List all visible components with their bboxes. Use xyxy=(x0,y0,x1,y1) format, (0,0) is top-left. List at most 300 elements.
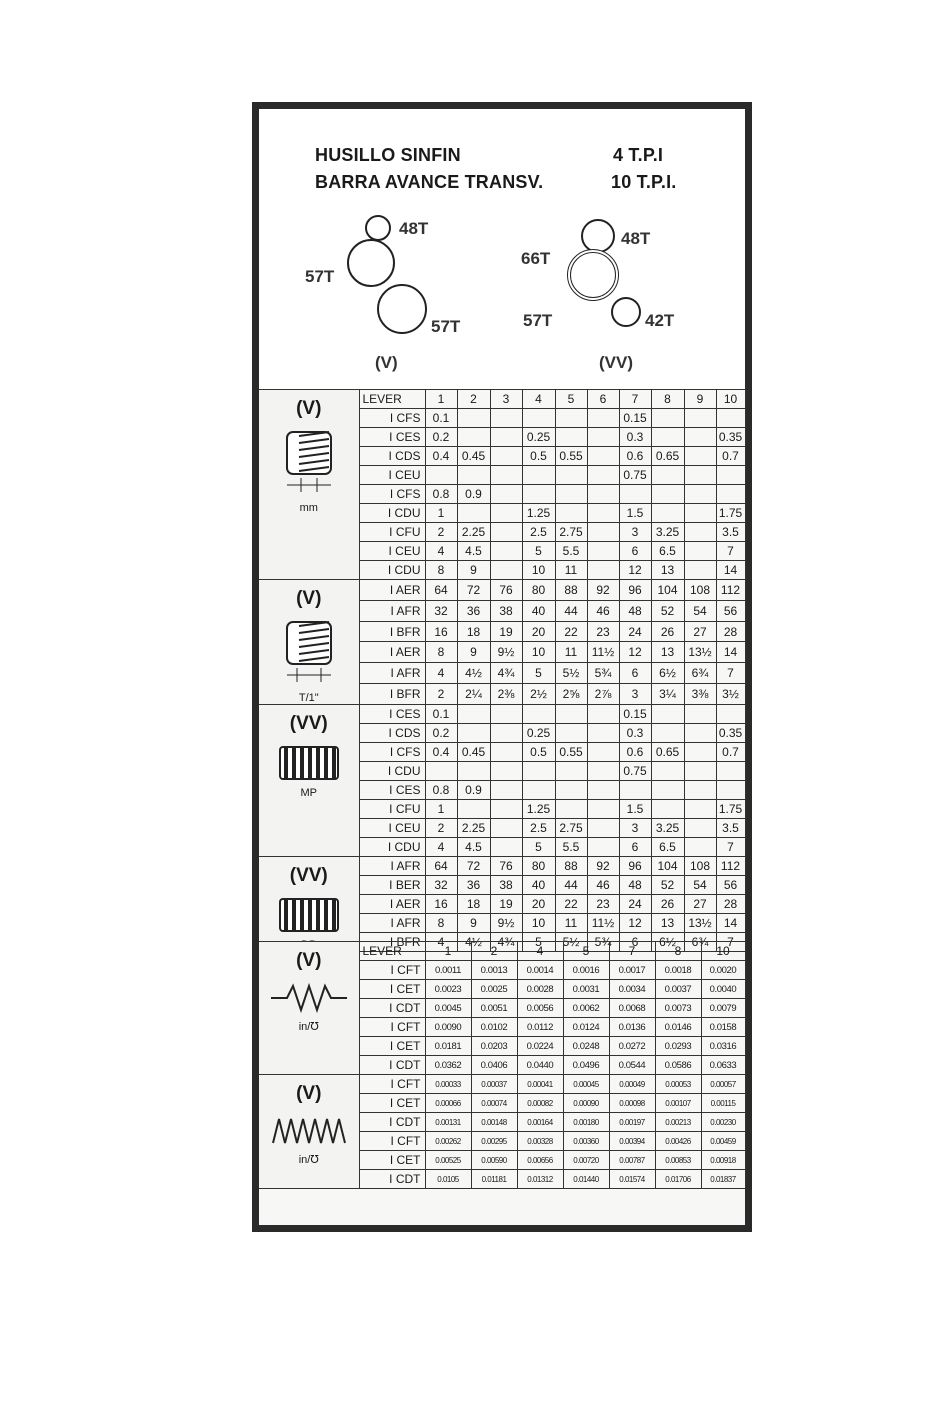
table-cell: 0.0272 xyxy=(609,1037,655,1056)
table-cell: 0.00394 xyxy=(609,1132,655,1151)
table-cell xyxy=(651,504,684,523)
table-cell: 2.25 xyxy=(457,819,490,838)
table-cell: 0.00230 xyxy=(701,1113,745,1132)
lever-column-header: 9 xyxy=(684,390,716,409)
table-cell: 0.0017 xyxy=(609,961,655,980)
section-unit: mm xyxy=(299,502,318,514)
table-cell xyxy=(587,705,619,724)
table-cell xyxy=(490,800,522,819)
table-cell: 4.5 xyxy=(457,542,490,561)
table-cell: 9½ xyxy=(490,642,522,663)
table-cell: 0.4 xyxy=(425,447,457,466)
table-cell: 0.0034 xyxy=(609,980,655,999)
table-cell: 23 xyxy=(587,621,619,642)
table-cell xyxy=(490,724,522,743)
table-cell: 2.75 xyxy=(555,523,587,542)
table-cell: 1 xyxy=(425,800,457,819)
table-cell xyxy=(457,504,490,523)
table-cell xyxy=(457,705,490,724)
table-cell: 0.75 xyxy=(619,762,651,781)
table-cell: 0.2 xyxy=(425,724,457,743)
gear-57t-lower-icon xyxy=(377,284,427,334)
table-cell: 18 xyxy=(457,621,490,642)
table-cell: 11 xyxy=(555,642,587,663)
table-cell xyxy=(651,705,684,724)
title-leadscrew-tpi: 4 T.P.I xyxy=(613,145,664,165)
table-cell: 5¾ xyxy=(587,663,619,684)
table-cell: 0.0112 xyxy=(517,1018,563,1037)
section-unit: in/℧ xyxy=(298,1021,319,1033)
table-cell: 16 xyxy=(425,621,457,642)
table-cell: 3⅜ xyxy=(684,684,716,705)
table-cell: 11½ xyxy=(587,914,619,933)
lever-column-header: 1 xyxy=(425,390,457,409)
table-cell: 48 xyxy=(619,600,651,621)
gear-57t-icon xyxy=(347,239,395,287)
lever-column-header: 7 xyxy=(619,390,651,409)
table-cell: 27 xyxy=(684,621,716,642)
table-cell: 56 xyxy=(716,600,745,621)
table-cell: 0.01706 xyxy=(655,1170,701,1189)
table-cell: 6 xyxy=(619,838,651,857)
table-cell: 7 xyxy=(716,933,745,952)
table-cell: 6.5 xyxy=(651,838,684,857)
table-cell: 0.00049 xyxy=(609,1075,655,1094)
table-cell xyxy=(555,428,587,447)
table-cell: 96 xyxy=(619,857,651,876)
lever-code: I CFS xyxy=(359,409,425,428)
table-cell: 0.0013 xyxy=(471,961,517,980)
table-cell xyxy=(716,762,745,781)
table-cell: 13 xyxy=(651,914,684,933)
table-cell: 0.25 xyxy=(522,428,555,447)
table-cell xyxy=(587,485,619,504)
table-row xyxy=(259,580,745,601)
lever-code: I CDT xyxy=(359,1056,425,1075)
table-cell: 26 xyxy=(651,621,684,642)
table-cell xyxy=(490,466,522,485)
table-cell xyxy=(555,724,587,743)
table-cell xyxy=(684,800,716,819)
table-cell xyxy=(651,485,684,504)
lever-column-header: 1 xyxy=(425,942,471,961)
table-cell xyxy=(490,838,522,857)
table-cell xyxy=(716,485,745,504)
table-cell: 38 xyxy=(490,600,522,621)
table-cell: 13½ xyxy=(684,642,716,663)
coarse-feed-icon xyxy=(269,980,349,1016)
table-cell xyxy=(490,428,522,447)
table-cell: 0.0316 xyxy=(701,1037,745,1056)
table-cell: 8 xyxy=(425,642,457,663)
table-cell: 5 xyxy=(522,663,555,684)
module-pitch-worm-icon xyxy=(276,743,342,783)
section-s4 xyxy=(259,857,359,952)
table-cell xyxy=(684,705,716,724)
table-cell: 44 xyxy=(555,600,587,621)
table-cell: 0.65 xyxy=(651,743,684,762)
lever-code: I CFS xyxy=(359,743,425,762)
table-cell: 0.25 xyxy=(522,724,555,743)
lever-code: I AER xyxy=(359,580,425,601)
title-crossfeed-tpi: 10 T.P.I. xyxy=(611,172,677,192)
table-cell: 0.7 xyxy=(716,447,745,466)
table-cell: 22 xyxy=(555,895,587,914)
table-cell: 40 xyxy=(522,600,555,621)
table-cell: 12 xyxy=(619,561,651,580)
table-cell: 0.0018 xyxy=(655,961,701,980)
table-cell: 54 xyxy=(684,600,716,621)
table-cell xyxy=(555,504,587,523)
table-cell: 0.0073 xyxy=(655,999,701,1018)
table-cell: 0.3 xyxy=(619,724,651,743)
table-cell xyxy=(457,724,490,743)
table-cell: 0.00053 xyxy=(655,1075,701,1094)
table-cell xyxy=(490,561,522,580)
lever-code: I CDU xyxy=(359,561,425,580)
lever-column-header: 7 xyxy=(609,942,655,961)
table-cell: 9 xyxy=(457,914,490,933)
table-cell xyxy=(425,762,457,781)
table-cell: 6 xyxy=(619,663,651,684)
table-cell: 0.0293 xyxy=(655,1037,701,1056)
lever-code: I AER xyxy=(359,895,425,914)
table-cell: 0.4 xyxy=(425,743,457,762)
table-cell: 13½ xyxy=(684,914,716,933)
table-cell xyxy=(522,781,555,800)
table-cell xyxy=(522,485,555,504)
table-cell: 0.9 xyxy=(457,781,490,800)
table-cell: 6½ xyxy=(651,933,684,952)
table-cell: 104 xyxy=(651,857,684,876)
gear-42t-icon xyxy=(611,297,641,327)
table-cell: 0.55 xyxy=(555,447,587,466)
table-cell: 6½ xyxy=(651,663,684,684)
table-cell xyxy=(555,705,587,724)
lever-code: I CET xyxy=(359,1094,425,1113)
table-cell: 108 xyxy=(684,580,716,601)
table-cell: 0.0062 xyxy=(563,999,609,1018)
lever-code: I CFT xyxy=(359,1132,425,1151)
table-cell: 2⅞ xyxy=(587,684,619,705)
table-cell: 3½ xyxy=(716,684,745,705)
table-cell: 3¼ xyxy=(651,684,684,705)
section-name: (V) xyxy=(296,1083,322,1104)
table-cell: 76 xyxy=(490,580,522,601)
fine-feed-icon xyxy=(269,1113,349,1149)
lever-code: I CFT xyxy=(359,1075,425,1094)
table-cell xyxy=(587,800,619,819)
lever-code: I CFT xyxy=(359,1018,425,1037)
table-cell: 64 xyxy=(425,857,457,876)
table-row xyxy=(259,857,745,876)
table-cell: 5.5 xyxy=(555,838,587,857)
table-cell: 2 xyxy=(425,523,457,542)
table-cell: 52 xyxy=(651,600,684,621)
lever-code: I AER xyxy=(359,642,425,663)
table-cell: 4 xyxy=(425,542,457,561)
table-cell xyxy=(587,542,619,561)
table-cell: 0.00045 xyxy=(563,1075,609,1094)
lever-column-header: 5 xyxy=(555,390,587,409)
table-cell: 0.00057 xyxy=(701,1075,745,1094)
table-cell: 5½ xyxy=(555,663,587,684)
lever-column-header: 4 xyxy=(517,942,563,961)
table-cell: 0.00131 xyxy=(425,1113,471,1132)
gear-label-57t: 57T xyxy=(305,267,335,286)
table-header-row xyxy=(259,390,745,409)
table-cell: 0.0124 xyxy=(563,1018,609,1037)
table-cell: 2⅝ xyxy=(555,684,587,705)
table-cell xyxy=(587,504,619,523)
table-cell: 0.00107 xyxy=(655,1094,701,1113)
table-cell: 3.5 xyxy=(716,819,745,838)
table-cell: 1.75 xyxy=(716,504,745,523)
table-cell xyxy=(587,838,619,857)
table-cell: 0.35 xyxy=(716,724,745,743)
table-cell xyxy=(490,447,522,466)
table-cell xyxy=(651,428,684,447)
table-cell: 0.0051 xyxy=(471,999,517,1018)
lever-code: I AFR xyxy=(359,857,425,876)
table-cell: 0.00656 xyxy=(517,1151,563,1170)
lever-column-header: 6 xyxy=(587,390,619,409)
table-cell: 20 xyxy=(522,895,555,914)
table-cell: 0.0079 xyxy=(701,999,745,1018)
table-cell: 0.15 xyxy=(619,705,651,724)
section-unit: in/℧ xyxy=(298,1154,319,1166)
table-cell xyxy=(457,428,490,447)
table-cell: 0.0068 xyxy=(609,999,655,1018)
table-cell: 2½ xyxy=(522,684,555,705)
table-cell xyxy=(522,705,555,724)
table-cell: 20 xyxy=(522,621,555,642)
table-cell: 1.25 xyxy=(522,800,555,819)
table-cell: 0.0406 xyxy=(471,1056,517,1075)
gear-label-42t: 42T xyxy=(645,311,675,330)
lever-code: I CEU xyxy=(359,819,425,838)
feed-header-row xyxy=(259,942,745,961)
table-cell xyxy=(490,781,522,800)
lathe-thread-chart-plate xyxy=(252,102,752,1232)
table-cell: 0.0020 xyxy=(701,961,745,980)
table-cell: 0.01181 xyxy=(471,1170,517,1189)
table-cell: 5¾ xyxy=(587,933,619,952)
table-cell: 0.8 xyxy=(425,485,457,504)
table-cell: 0.45 xyxy=(457,743,490,762)
lever-column-header: 2 xyxy=(457,390,490,409)
table-cell: 0.00148 xyxy=(471,1113,517,1132)
section-unit: MP xyxy=(300,787,317,799)
table-cell: 72 xyxy=(457,857,490,876)
table-cell xyxy=(651,409,684,428)
table-cell: 10 xyxy=(522,642,555,663)
table-cell: 27 xyxy=(684,895,716,914)
table-cell: 3 xyxy=(619,684,651,705)
table-cell: 104 xyxy=(651,580,684,601)
table-cell: 0.2 xyxy=(425,428,457,447)
lever-code: I BFR xyxy=(359,684,425,705)
table-cell: 0.00066 xyxy=(425,1094,471,1113)
table-cell: 24 xyxy=(619,621,651,642)
table-cell xyxy=(522,409,555,428)
table-cell: 54 xyxy=(684,876,716,895)
table-cell: 2.75 xyxy=(555,819,587,838)
gear-label-48t-vv: 48T xyxy=(621,229,651,248)
table-cell xyxy=(555,485,587,504)
table-cell xyxy=(684,409,716,428)
section-s6 xyxy=(259,1075,359,1189)
table-cell: 72 xyxy=(457,580,490,601)
table-cell: 88 xyxy=(555,580,587,601)
lever-code: I BFR xyxy=(359,621,425,642)
metric-thread-icon xyxy=(279,428,339,498)
table-cell: 2.5 xyxy=(522,819,555,838)
table-cell: 1.25 xyxy=(522,504,555,523)
table-cell xyxy=(684,447,716,466)
table-cell xyxy=(587,781,619,800)
lever-column-header: 5 xyxy=(563,942,609,961)
table-cell: 3.25 xyxy=(651,819,684,838)
feed-table xyxy=(259,941,746,1189)
table-cell xyxy=(716,705,745,724)
table-cell xyxy=(587,743,619,762)
table-cell: 32 xyxy=(425,600,457,621)
table-cell: 0.0025 xyxy=(471,980,517,999)
table-cell: 0.0040 xyxy=(701,980,745,999)
table-cell xyxy=(684,504,716,523)
table-cell: 4.5 xyxy=(457,838,490,857)
table-cell: 6 xyxy=(619,933,651,952)
table-cell xyxy=(684,428,716,447)
table-cell: 0.0045 xyxy=(425,999,471,1018)
table-cell: 4 xyxy=(425,933,457,952)
table-cell: 92 xyxy=(587,857,619,876)
section-s3 xyxy=(259,705,359,857)
table-cell: 0.00295 xyxy=(471,1132,517,1151)
table-cell: 112 xyxy=(716,580,745,601)
table-cell: 0.9 xyxy=(457,485,490,504)
lever-code: I CEU xyxy=(359,542,425,561)
table-cell: 13 xyxy=(651,561,684,580)
table-cell: 0.00037 xyxy=(471,1075,517,1094)
lever-column-header: 8 xyxy=(651,390,684,409)
table-cell: 0.00918 xyxy=(701,1151,745,1170)
table-cell: 2 xyxy=(425,684,457,705)
table-cell: 24 xyxy=(619,895,651,914)
lever-code: I CFS xyxy=(359,485,425,504)
table-cell: 0.0181 xyxy=(425,1037,471,1056)
table-cell: 14 xyxy=(716,914,745,933)
table-cell: 1.5 xyxy=(619,504,651,523)
table-cell: 0.0203 xyxy=(471,1037,517,1056)
table-cell xyxy=(555,466,587,485)
table-cell: 0.35 xyxy=(716,428,745,447)
table-cell: 0.00098 xyxy=(609,1094,655,1113)
table-cell: 0.0248 xyxy=(563,1037,609,1056)
section-name: (V) xyxy=(296,950,322,971)
lever-column-header: 4 xyxy=(522,390,555,409)
table-cell: 1.75 xyxy=(716,800,745,819)
table-cell xyxy=(490,542,522,561)
table-cell: 0.0090 xyxy=(425,1018,471,1037)
table-cell: 76 xyxy=(490,857,522,876)
table-cell xyxy=(716,466,745,485)
lever-code: I CFT xyxy=(359,961,425,980)
table-cell: 40 xyxy=(522,876,555,895)
table-cell: 0.00787 xyxy=(609,1151,655,1170)
gear-label-57t-vv: 57T xyxy=(523,311,553,330)
table-cell: 0.00197 xyxy=(609,1113,655,1132)
table-cell: 0.00033 xyxy=(425,1075,471,1094)
table-cell: 28 xyxy=(716,621,745,642)
table-cell: 0.00426 xyxy=(655,1132,701,1151)
table-cell xyxy=(425,466,457,485)
table-cell: 22 xyxy=(555,621,587,642)
lever-header: LEVER xyxy=(359,390,425,409)
table-cell: 11½ xyxy=(587,642,619,663)
table-cell: 0.0586 xyxy=(655,1056,701,1075)
gear-48t-vv-icon xyxy=(581,219,615,253)
title-leadscrew: HUSILLO SINFIN xyxy=(315,145,461,165)
table-cell: 0.0496 xyxy=(563,1056,609,1075)
table-cell xyxy=(651,762,684,781)
table-cell: 2.25 xyxy=(457,523,490,542)
table-cell: 14 xyxy=(716,561,745,580)
table-cell: 3.25 xyxy=(651,523,684,542)
table-cell: 7 xyxy=(716,542,745,561)
table-cell: 0.65 xyxy=(651,447,684,466)
table-cell xyxy=(684,838,716,857)
lever-code: I CFU xyxy=(359,523,425,542)
table-cell: 3 xyxy=(619,523,651,542)
table-cell: 52 xyxy=(651,876,684,895)
table-cell: 0.6 xyxy=(619,743,651,762)
section-name: (V) xyxy=(296,398,322,419)
table-cell xyxy=(587,447,619,466)
gear-66t-57t-compound-icon xyxy=(567,249,619,301)
table-cell xyxy=(587,523,619,542)
table-cell xyxy=(457,409,490,428)
table-cell: 0.00115 xyxy=(701,1094,745,1113)
chart-header xyxy=(259,109,745,389)
table-cell: 0.3 xyxy=(619,428,651,447)
table-cell: 0.00180 xyxy=(563,1113,609,1132)
table-cell: 13 xyxy=(651,642,684,663)
table-cell xyxy=(716,409,745,428)
table-cell: 0.0028 xyxy=(517,980,563,999)
gear-label-66t: 66T xyxy=(521,249,551,268)
section-s5 xyxy=(259,942,359,1075)
table-cell: 0.00459 xyxy=(701,1132,745,1151)
table-cell: 0.5 xyxy=(522,447,555,466)
table-cell: 0.00328 xyxy=(517,1132,563,1151)
table-cell xyxy=(684,542,716,561)
table-cell: 2¼ xyxy=(457,684,490,705)
table-cell: 3.5 xyxy=(716,523,745,542)
table-cell: 0.55 xyxy=(555,743,587,762)
lever-code: I CDT xyxy=(359,999,425,1018)
table-cell xyxy=(555,409,587,428)
table-cell: 12 xyxy=(619,914,651,933)
lever-code: I CDS xyxy=(359,724,425,743)
table-cell: 0.0158 xyxy=(701,1018,745,1037)
table-cell: 5 xyxy=(522,933,555,952)
table-cell xyxy=(457,800,490,819)
lever-code: I CDT xyxy=(359,1170,425,1189)
table-cell: 19 xyxy=(490,895,522,914)
diametral-pitch-worm-icon xyxy=(276,895,342,935)
